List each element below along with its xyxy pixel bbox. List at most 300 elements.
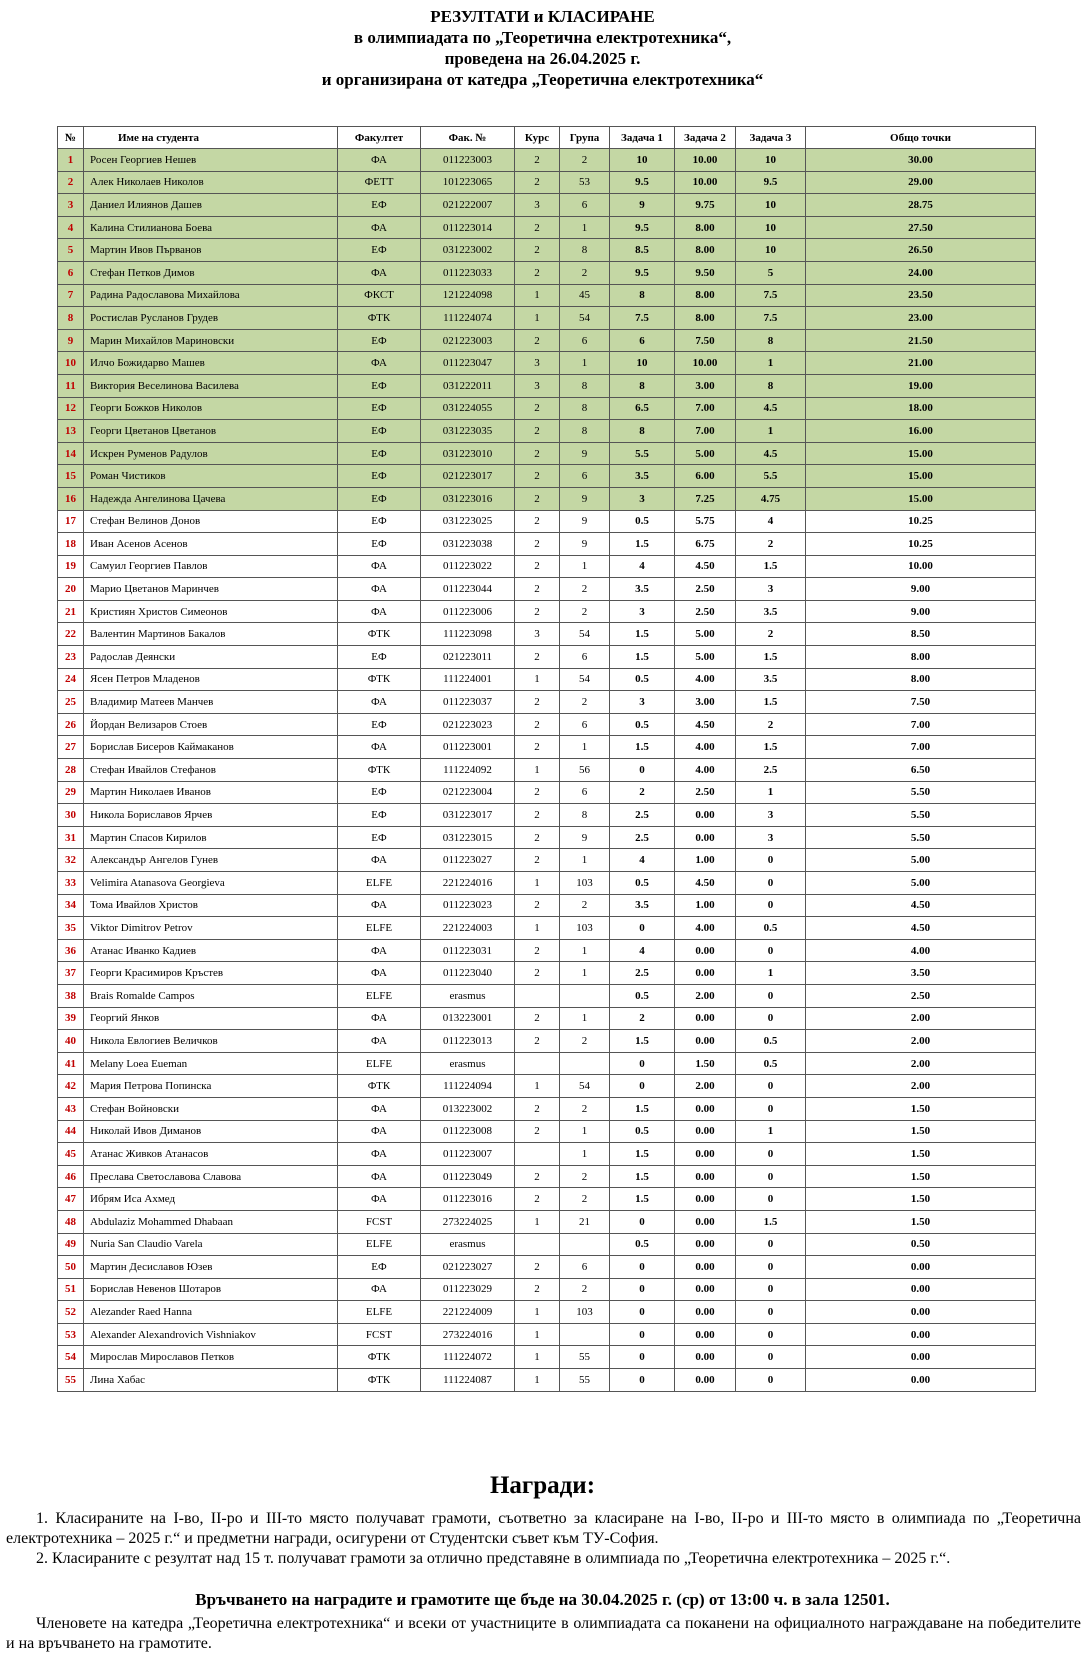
faculty-number: 111224074 <box>421 307 515 330</box>
task3-score: 0 <box>736 1075 806 1098</box>
faculty-number: 031223038 <box>421 533 515 556</box>
awards-list <box>6 1509 1081 1569</box>
course <box>515 984 560 1007</box>
table-row <box>58 442 1036 465</box>
task2-score: 0.00 <box>675 1323 736 1346</box>
faculty: ЕФ <box>338 329 421 352</box>
total-score: 1.50 <box>806 1165 1036 1188</box>
faculty: ФА <box>338 894 421 917</box>
table-row <box>58 1369 1036 1392</box>
student-name: Надежда Ангелинова Цачева <box>84 487 338 510</box>
course: 2 <box>515 962 560 985</box>
group: 1 <box>560 555 610 578</box>
student-name: Brais Romalde Campos <box>84 984 338 1007</box>
task2-score: 2.50 <box>675 600 736 623</box>
faculty: ФА <box>338 1165 421 1188</box>
task1-score: 2 <box>610 1007 675 1030</box>
row-number: 19 <box>58 555 84 578</box>
table-row <box>58 1030 1036 1053</box>
faculty: ФА <box>338 1120 421 1143</box>
task3-score: 1.5 <box>736 646 806 669</box>
row-number: 4 <box>58 216 84 239</box>
total-score: 5.00 <box>806 849 1036 872</box>
task2-score: 0.00 <box>675 1256 736 1279</box>
group <box>560 1323 610 1346</box>
table-row <box>58 826 1036 849</box>
faculty: ФКСТ <box>338 284 421 307</box>
student-name: Марио Цветанов Маринчев <box>84 578 338 601</box>
col-header-group: Група <box>560 127 610 149</box>
group: 1 <box>560 1143 610 1166</box>
total-score: 10.25 <box>806 510 1036 533</box>
faculty: ЕФ <box>338 420 421 443</box>
student-name: Velimira Atanasova Georgieva <box>84 872 338 895</box>
task2-score: 2.00 <box>675 984 736 1007</box>
task1-score: 3 <box>610 600 675 623</box>
task1-score: 0 <box>610 1278 675 1301</box>
student-name: Мартин Николаев Иванов <box>84 781 338 804</box>
table-row <box>58 1233 1036 1256</box>
course: 2 <box>515 804 560 827</box>
faculty: ELFE <box>338 1233 421 1256</box>
faculty: ФА <box>338 261 421 284</box>
course: 1 <box>515 759 560 782</box>
task3-score: 0 <box>736 894 806 917</box>
group: 6 <box>560 713 610 736</box>
faculty: ФТК <box>338 1075 421 1098</box>
task2-score: 2.50 <box>675 781 736 804</box>
table-row <box>58 736 1036 759</box>
course: 1 <box>515 1369 560 1392</box>
course: 2 <box>515 487 560 510</box>
task3-score: 1 <box>736 1120 806 1143</box>
total-score: 4.00 <box>806 939 1036 962</box>
task3-score: 1 <box>736 781 806 804</box>
faculty: ЕФ <box>338 713 421 736</box>
table-body <box>58 149 1036 1392</box>
student-name: Стефан Петков Димов <box>84 261 338 284</box>
task1-score: 0 <box>610 917 675 940</box>
row-number: 27 <box>58 736 84 759</box>
student-name: Йордан Велизаров Стоев <box>84 713 338 736</box>
task2-score: 0.00 <box>675 1301 736 1324</box>
task3-score: 3 <box>736 804 806 827</box>
faculty: ФА <box>338 1188 421 1211</box>
award-item-1: 1. Класираните на I-во, II-ро и III-то място получават грамоти, съответно за класиране на I-во, II-ро и III-то място в олимпиада по „Теоретична електротехника – 2025 г.“ и предметни награди, осигурени от Студентски съвет към ТУ-София. <box>6 1510 1081 1547</box>
col-header-number: № <box>58 127 84 149</box>
task3-score: 3.5 <box>736 668 806 691</box>
student-name: Борислав Невенов Шотаров <box>84 1278 338 1301</box>
total-score: 1.50 <box>806 1143 1036 1166</box>
faculty-number: 031222011 <box>421 374 515 397</box>
faculty: ELFE <box>338 1052 421 1075</box>
course: 2 <box>515 736 560 759</box>
task3-score: 0 <box>736 1301 806 1324</box>
task2-score: 3.00 <box>675 691 736 714</box>
task3-score: 0 <box>736 872 806 895</box>
row-number: 47 <box>58 1188 84 1211</box>
task3-score: 0.5 <box>736 1030 806 1053</box>
faculty-number: 021222007 <box>421 194 515 217</box>
total-score: 4.50 <box>806 917 1036 940</box>
table-row <box>58 1256 1036 1279</box>
task2-score: 0.00 <box>675 1188 736 1211</box>
faculty: ЕФ <box>338 646 421 669</box>
task1-score: 0 <box>610 1256 675 1279</box>
course: 2 <box>515 239 560 262</box>
total-score: 2.00 <box>806 1030 1036 1053</box>
group: 6 <box>560 646 610 669</box>
task1-score: 1.5 <box>610 533 675 556</box>
table-row <box>58 984 1036 1007</box>
course: 2 <box>515 1030 560 1053</box>
task3-score: 4.5 <box>736 397 806 420</box>
faculty-number: 011223007 <box>421 1143 515 1166</box>
course: 3 <box>515 623 560 646</box>
faculty-number: erasmus <box>421 1052 515 1075</box>
task3-score: 3 <box>736 826 806 849</box>
task3-score: 9.5 <box>736 171 806 194</box>
total-score: 2.00 <box>806 1007 1036 1030</box>
col-header-task1: Задача 1 <box>610 127 675 149</box>
faculty: ФА <box>338 216 421 239</box>
faculty-number: 011223001 <box>421 736 515 759</box>
course: 2 <box>515 329 560 352</box>
student-name: Валентин Мартинов Бакалов <box>84 623 338 646</box>
total-score: 0.50 <box>806 1233 1036 1256</box>
col-header-faculty-number: Фак. № <box>421 127 515 149</box>
row-number: 29 <box>58 781 84 804</box>
task3-score: 0 <box>736 984 806 1007</box>
course: 2 <box>515 442 560 465</box>
faculty: ФТК <box>338 307 421 330</box>
total-score: 27.50 <box>806 216 1036 239</box>
task2-score: 8.00 <box>675 216 736 239</box>
group: 55 <box>560 1346 610 1369</box>
group: 9 <box>560 510 610 533</box>
faculty-number: 011223013 <box>421 1030 515 1053</box>
faculty-number: 031223025 <box>421 510 515 533</box>
task3-score: 2 <box>736 623 806 646</box>
task2-score: 2.00 <box>675 1075 736 1098</box>
total-score: 23.00 <box>806 307 1036 330</box>
task1-score: 0.5 <box>610 1233 675 1256</box>
course: 2 <box>515 216 560 239</box>
task3-score: 0.5 <box>736 917 806 940</box>
group: 2 <box>560 149 610 172</box>
task3-score: 1.5 <box>736 736 806 759</box>
student-name: Иван Асенов Асенов <box>84 533 338 556</box>
table-row <box>58 510 1036 533</box>
student-name: Мирослав Мирославов Петков <box>84 1346 338 1369</box>
group: 9 <box>560 442 610 465</box>
faculty-number: 021223023 <box>421 713 515 736</box>
faculty-number: 021223011 <box>421 646 515 669</box>
task2-score: 0.00 <box>675 826 736 849</box>
task1-score: 3 <box>610 691 675 714</box>
row-number: 37 <box>58 962 84 985</box>
student-name: Никола Бориславов Ярчев <box>84 804 338 827</box>
task3-score: 10 <box>736 194 806 217</box>
table-row <box>58 1120 1036 1143</box>
total-score: 1.50 <box>806 1097 1036 1120</box>
course: 2 <box>515 646 560 669</box>
row-number: 50 <box>58 1256 84 1279</box>
student-name: Даниел Илиянов Дашев <box>84 194 338 217</box>
faculty: ЕФ <box>338 533 421 556</box>
total-score: 4.50 <box>806 894 1036 917</box>
title-line-4: и организирана от катедра „Теоретична електротехника“ <box>321 70 764 89</box>
task1-score: 9 <box>610 194 675 217</box>
table-row <box>58 352 1036 375</box>
task2-score: 6.00 <box>675 465 736 488</box>
total-score: 8.00 <box>806 646 1036 669</box>
course <box>515 1143 560 1166</box>
group: 1 <box>560 849 610 872</box>
row-number: 5 <box>58 239 84 262</box>
faculty-number: 021223027 <box>421 1256 515 1279</box>
task1-score: 9.5 <box>610 216 675 239</box>
faculty: ЕФ <box>338 826 421 849</box>
group: 8 <box>560 239 610 262</box>
task3-score: 10 <box>736 239 806 262</box>
total-score: 15.00 <box>806 487 1036 510</box>
faculty: ФА <box>338 736 421 759</box>
task3-score: 0 <box>736 1188 806 1211</box>
group: 56 <box>560 759 610 782</box>
task1-score: 2.5 <box>610 962 675 985</box>
table-row <box>58 691 1036 714</box>
faculty-number: 031223010 <box>421 442 515 465</box>
task1-score: 10 <box>610 352 675 375</box>
task3-score: 5.5 <box>736 465 806 488</box>
faculty-number: 031224055 <box>421 397 515 420</box>
row-number: 20 <box>58 578 84 601</box>
faculty-number: 111224092 <box>421 759 515 782</box>
task1-score: 1.5 <box>610 1165 675 1188</box>
course: 3 <box>515 374 560 397</box>
table-row <box>58 872 1036 895</box>
task1-score: 1.5 <box>610 736 675 759</box>
table-row <box>58 261 1036 284</box>
course: 2 <box>515 849 560 872</box>
student-name: Стефан Войновски <box>84 1097 338 1120</box>
table-row <box>58 713 1036 736</box>
total-score: 26.50 <box>806 239 1036 262</box>
table-row <box>58 555 1036 578</box>
task3-score: 1.5 <box>736 555 806 578</box>
faculty: ФА <box>338 600 421 623</box>
row-number: 36 <box>58 939 84 962</box>
faculty: ЕФ <box>338 442 421 465</box>
faculty-number: 021223004 <box>421 781 515 804</box>
total-score: 7.00 <box>806 713 1036 736</box>
faculty-number: 011223003 <box>421 149 515 172</box>
task3-score: 7.5 <box>736 307 806 330</box>
table-row <box>58 623 1036 646</box>
task2-score: 0.00 <box>675 1143 736 1166</box>
task2-score: 0.00 <box>675 1030 736 1053</box>
task1-score: 2 <box>610 781 675 804</box>
group: 45 <box>560 284 610 307</box>
course: 2 <box>515 691 560 714</box>
task2-score: 4.00 <box>675 736 736 759</box>
table-row <box>58 194 1036 217</box>
group <box>560 1233 610 1256</box>
task3-score: 1 <box>736 420 806 443</box>
task2-score: 0.00 <box>675 939 736 962</box>
table-row <box>58 149 1036 172</box>
task2-score: 0.00 <box>675 1097 736 1120</box>
task3-score: 0 <box>736 1143 806 1166</box>
row-number: 11 <box>58 374 84 397</box>
invitation-text: Членовете на катедра „Теоретична електротехника“ и всеки от участниците в олимпиадата са поканени на официалното награждаване на победителите и на връчването на грамотите. <box>6 1615 1081 1652</box>
faculty-number: 221224009 <box>421 1301 515 1324</box>
total-score: 0.00 <box>806 1346 1036 1369</box>
total-score: 28.75 <box>806 194 1036 217</box>
group: 8 <box>560 374 610 397</box>
table-row <box>58 239 1036 262</box>
table-row <box>58 1323 1036 1346</box>
row-number: 49 <box>58 1233 84 1256</box>
task1-score: 2.5 <box>610 826 675 849</box>
task3-score: 8 <box>736 374 806 397</box>
task1-score: 0 <box>610 1301 675 1324</box>
course: 1 <box>515 1323 560 1346</box>
faculty-number: 121224098 <box>421 284 515 307</box>
row-number: 26 <box>58 713 84 736</box>
total-score: 5.50 <box>806 826 1036 849</box>
task1-score: 0 <box>610 1369 675 1392</box>
task2-score: 9.50 <box>675 261 736 284</box>
student-name: Виктория Веселинова Василева <box>84 374 338 397</box>
faculty-number: 011223040 <box>421 962 515 985</box>
group: 9 <box>560 826 610 849</box>
row-number: 45 <box>58 1143 84 1166</box>
table-row <box>58 804 1036 827</box>
course: 2 <box>515 894 560 917</box>
faculty: ФА <box>338 691 421 714</box>
total-score: 16.00 <box>806 420 1036 443</box>
student-name: Георгий Янков <box>84 1007 338 1030</box>
title-line-3: проведена на 26.04.2025 г. <box>444 49 641 68</box>
task3-score: 0 <box>736 1323 806 1346</box>
task2-score: 4.50 <box>675 713 736 736</box>
course: 2 <box>515 510 560 533</box>
task1-score: 0.5 <box>610 510 675 533</box>
group: 54 <box>560 623 610 646</box>
task1-score: 0.5 <box>610 713 675 736</box>
task2-score: 10.00 <box>675 352 736 375</box>
course: 3 <box>515 352 560 375</box>
faculty: ФА <box>338 352 421 375</box>
group: 2 <box>560 691 610 714</box>
task1-score: 1.5 <box>610 623 675 646</box>
faculty-number: 031223017 <box>421 804 515 827</box>
task2-score: 4.50 <box>675 872 736 895</box>
col-header-task3: Задача 3 <box>736 127 806 149</box>
row-number: 1 <box>58 149 84 172</box>
faculty: ФТК <box>338 759 421 782</box>
row-number: 52 <box>58 1301 84 1324</box>
total-score: 19.00 <box>806 374 1036 397</box>
faculty-number: 011223023 <box>421 894 515 917</box>
task1-score: 3 <box>610 487 675 510</box>
table-row <box>58 533 1036 556</box>
faculty: ФА <box>338 149 421 172</box>
task3-score: 0 <box>736 1007 806 1030</box>
row-number: 15 <box>58 465 84 488</box>
table-row <box>58 894 1036 917</box>
total-score: 10.25 <box>806 533 1036 556</box>
group <box>560 984 610 1007</box>
row-number: 16 <box>58 487 84 510</box>
student-name: Abdulaziz Mohammed Dhabaan <box>84 1210 338 1233</box>
student-name: Радина Радославова Михайлова <box>84 284 338 307</box>
task3-score: 4.75 <box>736 487 806 510</box>
task1-score: 0.5 <box>610 668 675 691</box>
table-row <box>58 600 1036 623</box>
document-title <box>0 6 1085 90</box>
student-name: Мария Петрова Попинска <box>84 1075 338 1098</box>
faculty: ФА <box>338 939 421 962</box>
task1-score: 1.5 <box>610 1188 675 1211</box>
faculty-number: 011223027 <box>421 849 515 872</box>
student-name: Атанас Живков Атанасов <box>84 1143 338 1166</box>
task2-score: 0.00 <box>675 1210 736 1233</box>
total-score: 1.50 <box>806 1188 1036 1211</box>
course: 1 <box>515 872 560 895</box>
course: 2 <box>515 1165 560 1188</box>
task2-score: 3.00 <box>675 374 736 397</box>
course: 2 <box>515 420 560 443</box>
course: 1 <box>515 307 560 330</box>
table-row <box>58 284 1036 307</box>
table-row <box>58 1097 1036 1120</box>
student-name: Георги Красимиров Кръстев <box>84 962 338 985</box>
table-row <box>58 216 1036 239</box>
total-score: 5.00 <box>806 872 1036 895</box>
task3-score: 0 <box>736 849 806 872</box>
task1-score: 3.5 <box>610 578 675 601</box>
row-number: 9 <box>58 329 84 352</box>
student-name: Георги Божков Николов <box>84 397 338 420</box>
task1-score: 9.5 <box>610 171 675 194</box>
course: 1 <box>515 917 560 940</box>
row-number: 33 <box>58 872 84 895</box>
row-number: 17 <box>58 510 84 533</box>
group: 8 <box>560 804 610 827</box>
faculty: ФА <box>338 1007 421 1030</box>
total-score: 8.00 <box>806 668 1036 691</box>
course: 1 <box>515 668 560 691</box>
task3-score: 3 <box>736 578 806 601</box>
group: 53 <box>560 171 610 194</box>
faculty-number: 273224025 <box>421 1210 515 1233</box>
task1-score: 4 <box>610 849 675 872</box>
group: 1 <box>560 1120 610 1143</box>
faculty: ЕФ <box>338 804 421 827</box>
faculty-number: 013223001 <box>421 1007 515 1030</box>
faculty: ELFE <box>338 917 421 940</box>
table-row <box>58 307 1036 330</box>
table-row <box>58 849 1036 872</box>
task2-score: 0.00 <box>675 1346 736 1369</box>
row-number: 3 <box>58 194 84 217</box>
row-number: 30 <box>58 804 84 827</box>
course: 2 <box>515 1188 560 1211</box>
faculty: ЕФ <box>338 374 421 397</box>
